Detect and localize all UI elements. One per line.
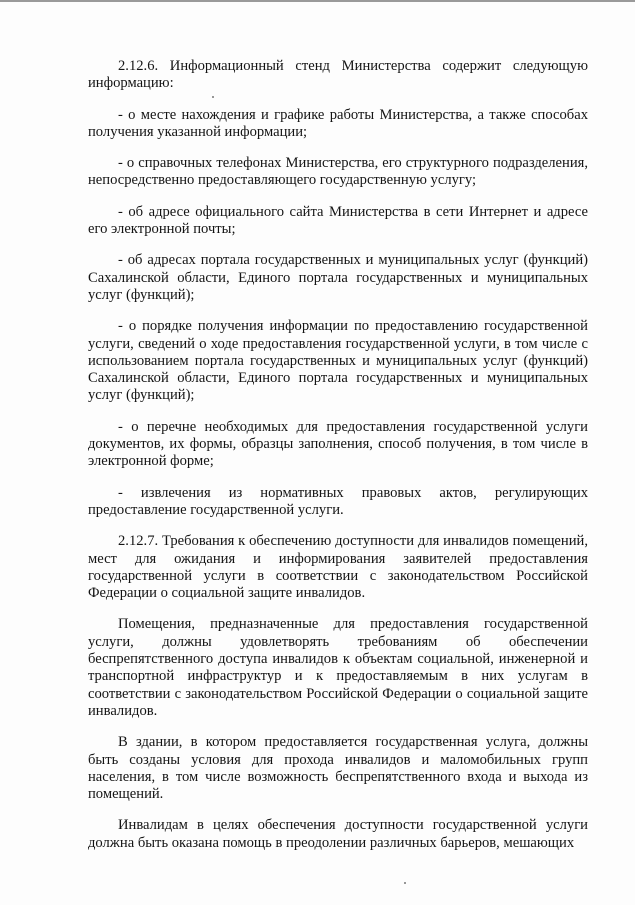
list-item-extracts: - извлечения из нормативных правовых актов, регулирующих предоставление государственной услуги. bbox=[88, 484, 588, 518]
list-item-procedure: - о порядке получения информации по предоставлению государственной услуги, сведений о ходе предоставления государственной услуги, в том числе с использованием портала государственных и муниципальных услуг (функций) Сахалинской области, Единого портала государственных и муниципальных услуг (функций); bbox=[88, 318, 588, 404]
paragraph-2-12-6: 2.12.6. Информационный стенд Министерства содержит следующую информацию: bbox=[88, 58, 588, 92]
paragraph-assistance: Инвалидам в целях обеспечения доступности государственной услуги должна быть оказана помощь в преодолении различных барьеров, мешающих bbox=[88, 817, 588, 851]
list-item-website: - об адресе официального сайта Министерства в сети Интернет и адресе его электронной почты; bbox=[88, 203, 588, 238]
paragraph-premises: Помещения, предназначенные для предоставления государственной услуги, должны удовлетворять требованиям об обеспечении беспрепятственного доступа инвалидов к объектам социальной, инженерной и транспортной инфраструктур и к предоставляемым в них услугам в соответствии с законодательством Российской Федерации о социальной защите инвалидов. bbox=[88, 616, 588, 719]
list-item-location: - о месте нахождения и графике работы Министерства, а также способах получения указанной информации; bbox=[88, 106, 588, 140]
list-item-portals: - об адресах портала государственных и муниципальных услуг (функций) Сахалинской области, Единого портала государственных и муниципальных услуг (функций); bbox=[88, 252, 588, 303]
paragraph-2-12-7: 2.12.7. Требования к обеспечению доступности для инвалидов помещений, мест для ожидания и информирования заявителей предоставления государственной услуги в соответствии с законодательством Российской Федерации о социальной защите инвалидов. bbox=[88, 533, 588, 602]
document-body bbox=[88, 58, 588, 866]
list-item-phones: - о справочных телефонах Министерства, его структурного подразделения, непосредственно предоставляющего государственную услугу; bbox=[88, 155, 588, 189]
scan-speck bbox=[404, 882, 406, 884]
paragraph-building: В здании, в котором предоставляется государственная услуга, должны быть созданы условия для прохода инвалидов и маломобильных групп населения, в том числе возможность беспрепятственного входа и выхода из помещений. bbox=[88, 734, 588, 803]
scan-speck bbox=[212, 96, 214, 98]
list-item-documents: - о перечне необходимых для предоставления государственной услуги документов, их формы, образцы заполнения, способ получения, в том числе в электронной форме; bbox=[88, 418, 588, 470]
